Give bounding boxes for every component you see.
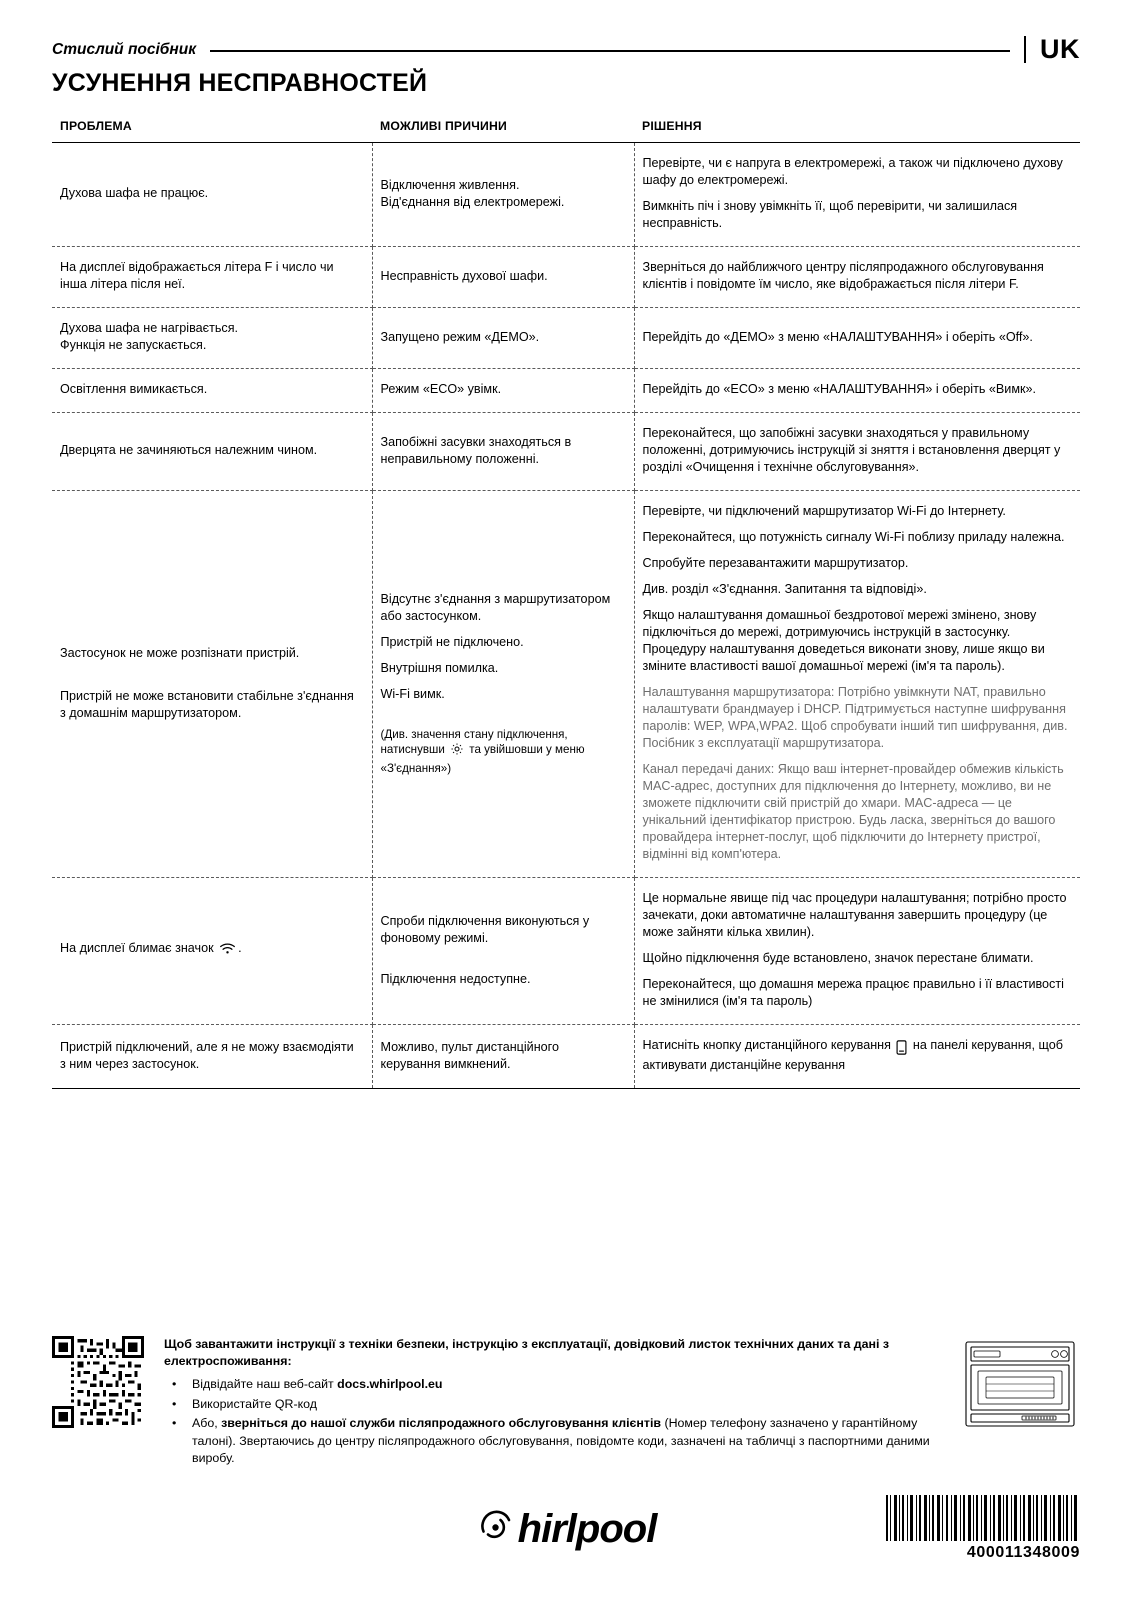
cell-solutions (634, 143, 1080, 247)
cell-solutions (634, 1025, 1080, 1089)
cause-text: Підключення недоступне. (380, 971, 531, 986)
solution-text: Переконайтеся, що потужність сигналу Wi-Fi поблизу приладу належна. (642, 530, 1065, 545)
cell-solutions (634, 369, 1080, 413)
footer-heading: Щоб завантажити інструкції з техніки безпеки, інструкцію з експлуатації, довідковий листок технічних даних та дані з електроспоживання: (164, 1336, 890, 1369)
wifi-icon (219, 942, 236, 960)
table-header-row (52, 112, 1080, 143)
solution-text: Зверніться до найближчого центру післяпродажного обслуговування клієнтів і повідомте їм число, яке відображається після літери F. (642, 260, 1044, 292)
solution-text: Перевірте, чи підключений маршрутизатор Wi-Fi до Інтернету. (642, 504, 1006, 519)
cell-causes (372, 878, 634, 1025)
col-header-solutions: РІШЕННЯ (634, 112, 1080, 143)
problem-text: Застосунок не може розпізнати пристрій. (60, 645, 300, 660)
barcode-number: 400011348009 (966, 1544, 1080, 1561)
solution-text: Натисніть кнопку дистанційного керування на панелі керування, щоб активувати дистанційне керування (642, 1038, 1063, 1073)
col-header-causes: МОЖЛИВІ ПРИЧИНИ (372, 112, 634, 143)
barcode-image (884, 1495, 1080, 1541)
solution-text: Переконайтеся, що запобіжні засувки знаходяться у правильному положенні, дотримуючись інструкцій зі зняття і встановлення дверцят у розділі «Очищення і технічне обслуговування». (642, 426, 1061, 475)
problem-text: Дверцята не зачиняються належним чином. (60, 443, 318, 458)
cell-causes (372, 369, 634, 413)
cell-solutions (634, 878, 1080, 1025)
cell-causes (372, 247, 634, 308)
barcode-block (884, 1495, 1080, 1562)
whirlpool-swirl-icon (476, 1506, 516, 1556)
cell-problem (52, 247, 372, 308)
solution-text: Спробуйте перезавантажити маршрутизатор. (642, 556, 909, 571)
solution-text: Якщо налаштування домашньої бездротової мережі змінено, знову підключіться до мережі, дотримуючись інструкцій в застосунку. Процедуру налаштування доведеться виконати знову, лише якщо ви зміните властивості вашої домашньої мережі (ім'я та пароль). (642, 608, 1045, 674)
header-kicker: Стислий посібник (52, 40, 197, 58)
table-row (52, 491, 1080, 878)
qr-code (52, 1336, 144, 1428)
cell-causes (372, 308, 634, 369)
cell-solutions (634, 491, 1080, 878)
cause-text: Запущено режим «ДЕМО». (380, 329, 540, 344)
cell-causes (372, 143, 634, 247)
page-footer (52, 1334, 1080, 1562)
cell-problem (52, 413, 372, 491)
cell-solutions (634, 413, 1080, 491)
footer-instructions (164, 1334, 940, 1470)
problem-text: Освітлення вимикається. (60, 382, 208, 397)
cell-problem (52, 878, 372, 1025)
cell-problem (52, 308, 372, 369)
solution-text: Переконайтеся, що домашня мережа працює правильно і її властивості не змінилися (ім'я та пароль) (642, 977, 1064, 1009)
list-item: • Відвідайте наш веб-сайт docs.whirlpool.eu (164, 1376, 940, 1394)
table-row (52, 247, 1080, 308)
problem-text: На дисплеї блимає значок . (60, 940, 360, 960)
list-item: • Або, зверніться до нашої служби післяпродажного обслуговування клієнтів (Номер телефону зазначено у гарантійному талоні). Звертаючись до центру післяпродажного обслуговування, повідомте коди, зазначені на табличці з паспортними даними виробу. (164, 1415, 940, 1468)
troubleshooting-table (52, 112, 1080, 1089)
page-title: УСУНЕННЯ НЕСПРАВНОСТЕЙ (52, 69, 428, 97)
solution-text: Щойно підключення буде встановлено, значок перестане блимати. (642, 951, 1034, 966)
oven-illustration (960, 1336, 1080, 1432)
solution-text: Перейдіть до «ДЕМО» з меню «НАЛАШТУВАННЯ» і оберіть «Off». (642, 329, 1033, 344)
language-code: UK (1024, 36, 1080, 63)
cell-problem (52, 369, 372, 413)
table-row (52, 878, 1080, 1025)
cause-text: Wi-Fi вимк. (380, 686, 445, 701)
docs-link[interactable]: docs.whirlpool.eu (337, 1376, 443, 1391)
cause-text: Режим «ECO» увімк. (380, 382, 502, 397)
solution-note: Канал передачі даних: Якщо ваш інтернет-провайдер обмежив кількість MAC-адрес, доступних для підключення до Інтернету, можливо, ви не зможете підключити свій пристрій до хмари. MAC-адреса — це унікальний ідентифікатор пристрою. Будь ласка, зверніться до вашого провайдера інтернет-послуг, щоб підключити до Інтернету пристрої, відмінні від комп'ютера. (642, 762, 1064, 862)
cell-solutions (634, 247, 1080, 308)
problem-text: Духова шафа не нагрівається. (60, 321, 239, 336)
solution-text: Вимкніть піч і знову увімкніть її, щоб перевірити, чи залишилася несправність. (642, 199, 1018, 231)
gear-icon (450, 742, 464, 761)
problem-text: На дисплеї відображається літера F і число чи інша літера після неї. (60, 260, 334, 292)
col-header-problem: ПРОБЛЕМА (52, 112, 372, 143)
cause-text: Внутрішня помилка. (380, 660, 499, 675)
remote-control-icon (896, 1040, 907, 1057)
table-row (52, 143, 1080, 247)
table-row (52, 413, 1080, 491)
solution-text: Див. розділ «З'єднання. Запитання та відповіді». (642, 582, 927, 597)
problem-text: Пристрій підключений, але я не можу взаємодіяти з ним через застосунок. (60, 1039, 354, 1071)
cell-problem (52, 143, 372, 247)
cell-solutions (634, 308, 1080, 369)
solution-note: Налаштування маршрутизатора: Потрібно увімкнути NAT, правильно налаштувати брандмауер і DHCP. Підтримується наступне шифрування паролів: WEP, WPA,WPA2. Щоб спробувати інший тип шифрування, див. Посібник з експлуатації маршрутизатора. (642, 685, 1068, 751)
cause-text: Можливо, пульт дистанційного керування вимкнений. (380, 1039, 559, 1071)
table-row (52, 308, 1080, 369)
table-row (52, 1025, 1080, 1089)
problem-text: Пристрій не може встановити стабільне з'єднання з домашнім маршрутизатором. (60, 688, 354, 720)
solution-text: Перевірте, чи є напруга в електромережі, а також чи підключено духову шафу до електромережі. (642, 156, 1063, 188)
page-header (52, 0, 1080, 63)
cause-text: Відключення живлення. (380, 177, 520, 192)
list-item: • Використайте QR-код (164, 1396, 940, 1414)
solution-text: Перейдіть до «ECO» з меню «НАЛАШТУВАННЯ» і оберіть «Вимк». (642, 382, 1037, 397)
cause-text: Несправність духової шафи. (380, 268, 548, 283)
cell-causes (372, 1025, 634, 1089)
cause-note: (Див. значення стану підключення, натиснувши та увійшовши у меню «З'єднання») (380, 727, 585, 775)
cause-text: Спроби підключення виконуються у фоновому режимі. (380, 913, 590, 945)
solution-text: Це нормальне явище під час процедури налаштування; потрібно просто зачекати, доки автоматичне налаштування завершить процедуру (це може зайняти кілька хвилин). (642, 891, 1067, 940)
cell-causes (372, 491, 634, 878)
footer-bullet-list (164, 1376, 940, 1468)
cause-text: Запобіжні засувки знаходяться в неправильному положенні. (380, 434, 572, 466)
problem-text: Духова шафа не працює. (60, 186, 209, 201)
header-rule (210, 50, 1010, 52)
cell-causes (372, 413, 634, 491)
cause-text: Від'єднання від електромережі. (380, 194, 565, 209)
cause-text: Відсутнє з'єднання з маршрутизатором або застосунком. (380, 591, 611, 623)
table-row (52, 369, 1080, 413)
problem-text: Функція не запускається. (60, 338, 207, 353)
cause-text: Пристрій не підключено. (380, 634, 524, 649)
whirlpool-logo (476, 1506, 657, 1556)
cell-problem (52, 1025, 372, 1089)
brand-text: hirlpool (517, 1507, 657, 1551)
cell-problem (52, 491, 372, 878)
